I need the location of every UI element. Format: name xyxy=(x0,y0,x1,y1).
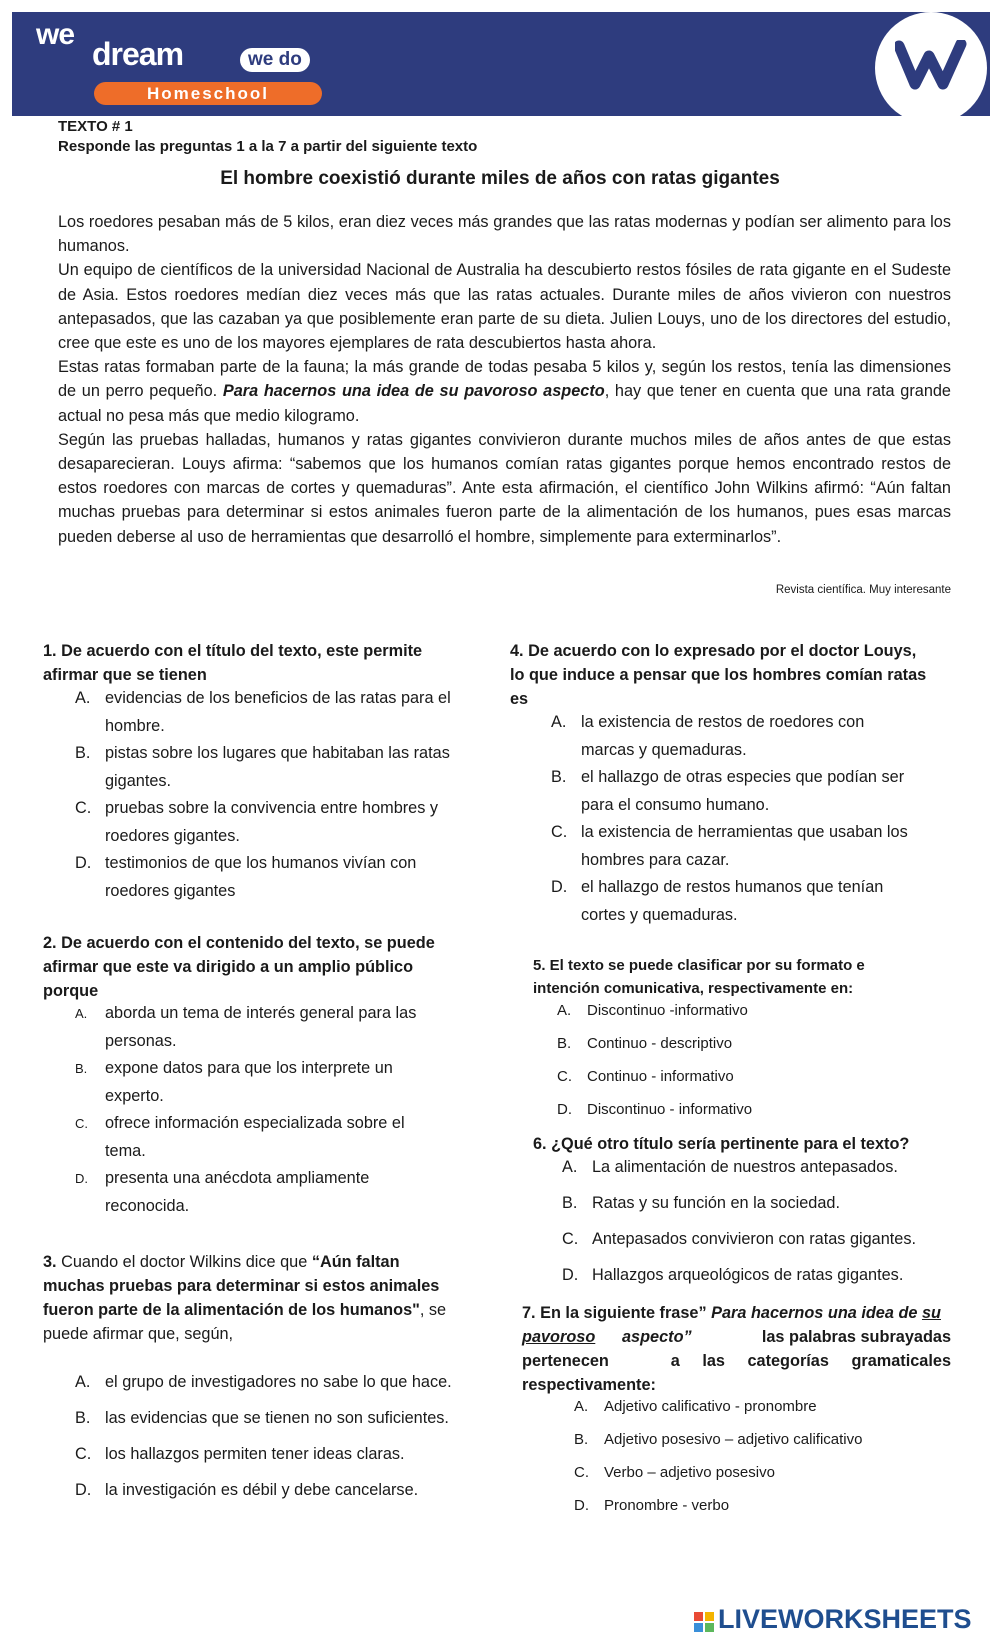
option-text: el grupo de investigadores no sabe lo que hace. xyxy=(105,1373,452,1391)
q7-pertenecen: pertenecen xyxy=(522,1352,609,1370)
paragraph-2: Un equipo de científicos de la universidad Nacional de Australia ha descubierto restos fósiles de rata gigante en el Sudeste de Asia. Estos roedores medían diez veces más que las ratas actuales. Durante miles de años vivieron con nuestros antepasados, que las cazaban ya que posiblemente eran parte de su dieta. Julien Louys, uno de los directores del estudio, cree que este es uno de los mayores ejemplares de rata descubiertos hasta ahora. xyxy=(58,261,951,353)
q7-option-c[interactable] xyxy=(574,1462,974,1484)
option-text: Ratas y su función en la sociedad. xyxy=(592,1194,840,1212)
reading-title: El hombre coexistió durante miles de años con ratas gigantes xyxy=(220,168,780,189)
option-text: Discontinuo - informativo xyxy=(587,1101,753,1118)
option-text: Adjetivo calificativo - pronombre xyxy=(604,1398,817,1415)
option-text: la investigación es débil y debe cancelarse. xyxy=(105,1481,419,1499)
q7-categorias: a las categorías gramaticales xyxy=(670,1352,951,1370)
paragraph-3-end: , hay que tener en cuenta que una rata grande actual no pesa más que medio kilogramo. xyxy=(58,382,951,425)
option-text: ofrece información especializada sobre el xyxy=(105,1114,405,1132)
option-text: Discontinuo -informativo xyxy=(587,1002,748,1019)
q2-option-b[interactable] xyxy=(75,1055,495,1111)
q1-option-a[interactable] xyxy=(75,685,495,741)
option-letter: B. xyxy=(75,1061,88,1076)
logo-homeschool-badge: Homeschool xyxy=(94,82,322,105)
q2-option-d[interactable] xyxy=(75,1165,495,1221)
option-text: la existencia de restos de roedores con xyxy=(581,713,865,731)
q3-quote-start: “Aún faltan xyxy=(311,1253,400,1271)
q7-title-line3 xyxy=(522,1349,951,1373)
logo-dream-text: dream xyxy=(92,36,184,72)
q7-option-d[interactable] xyxy=(574,1495,974,1517)
source-citation: Revista científica. Muy interesante xyxy=(775,584,951,596)
q1-option-b[interactable] xyxy=(75,740,495,796)
q2-title-line2: afirmar que este va dirigido a un amplio público xyxy=(43,958,414,976)
paragraph-3-emphasis: Para hacernos una idea de su pavoroso aspecto xyxy=(222,382,605,401)
q3-option-c[interactable] xyxy=(75,1441,495,1469)
q1-option-c[interactable] xyxy=(75,795,495,851)
option-letter: B. xyxy=(75,1409,91,1427)
option-text-cont: hombre. xyxy=(105,716,165,735)
option-text: la existencia de herramientas que usaban los xyxy=(581,823,908,841)
q3-comma: , se xyxy=(419,1301,447,1319)
option-letter: A. xyxy=(551,713,567,731)
option-letter: A. xyxy=(75,1373,91,1391)
q7-phrase-end: aspecto” xyxy=(622,1328,692,1346)
q2-option-a[interactable] xyxy=(75,1000,495,1056)
q7-option-a[interactable] xyxy=(574,1396,974,1418)
option-letter: B. xyxy=(551,768,567,786)
q7-underlined-su: su xyxy=(921,1304,941,1322)
q4-title-line3: es xyxy=(510,690,529,708)
option-letter: D. xyxy=(557,1101,572,1118)
option-text: Adjetivo posesivo – adjetivo calificativo xyxy=(604,1431,863,1448)
option-letter: B. xyxy=(562,1194,578,1212)
logo-square-red xyxy=(694,1612,703,1621)
logo-we-text: we xyxy=(36,18,75,51)
option-text-cont: marcas y quemaduras. xyxy=(581,740,747,759)
option-text-cont: cortes y quemaduras. xyxy=(581,905,738,924)
q5-title-line1: 5. El texto se puede clasificar por su formato e xyxy=(533,957,865,974)
logo-square-blue xyxy=(694,1623,703,1632)
option-letter: A. xyxy=(557,1002,572,1019)
instructions: Responde las preguntas 1 a la 7 a partir del siguiente texto xyxy=(58,138,478,155)
q4-option-a[interactable] xyxy=(551,709,971,765)
w-mark-icon xyxy=(895,40,971,92)
option-text-cont: tema. xyxy=(105,1141,146,1160)
q5-option-b[interactable] xyxy=(557,1033,957,1055)
option-letter: C. xyxy=(75,799,92,817)
q6-option-d[interactable] xyxy=(562,1262,982,1290)
option-letter: A. xyxy=(75,689,91,707)
q6-option-c[interactable] xyxy=(562,1226,982,1254)
q6-option-b[interactable] xyxy=(562,1190,982,1218)
option-letter: A. xyxy=(562,1158,578,1176)
brand-w-logo xyxy=(875,12,987,116)
q4-option-c[interactable] xyxy=(551,819,971,875)
option-text: aborda un tema de interés general para las xyxy=(105,1004,417,1022)
option-text: el hallazgo de restos humanos que tenían xyxy=(581,878,884,896)
option-letter: C. xyxy=(75,1116,88,1131)
option-text: Hallazgos arqueológicos de ratas gigantes. xyxy=(592,1266,904,1284)
q6-option-a[interactable] xyxy=(562,1154,982,1182)
texto-label: TEXTO # 1 xyxy=(58,118,133,135)
option-text-cont: hombres para cazar. xyxy=(581,850,730,869)
q7-intro: 7. En la siguiente frase” xyxy=(522,1304,712,1322)
logo-square-green xyxy=(705,1623,714,1632)
option-letter: C. xyxy=(574,1464,589,1481)
option-text: Verbo – adjetivo posesivo xyxy=(604,1464,775,1481)
option-text: Pronombre - verbo xyxy=(604,1497,730,1514)
liveworksheets-watermark[interactable]: LIVEWORKSHEETS xyxy=(718,1604,972,1634)
q5-option-d[interactable] xyxy=(557,1099,957,1121)
q4-title-line2: lo que induce a pensar que los hombres comían ratas xyxy=(510,666,927,684)
q4-title-line1: 4. De acuerdo con lo expresado por el doctor Louys, xyxy=(510,642,917,660)
option-letter: D. xyxy=(75,854,92,872)
option-text: presenta una anécdota ampliamente xyxy=(105,1169,370,1187)
option-letter: B. xyxy=(75,744,91,762)
q7-title-line4: respectivamente: xyxy=(522,1376,656,1394)
q3-intro: Cuando el doctor Wilkins dice que xyxy=(56,1253,312,1271)
q5-option-a[interactable] xyxy=(557,1000,957,1022)
q2-option-c[interactable] xyxy=(75,1110,495,1166)
option-letter: D. xyxy=(75,1481,92,1499)
option-text: evidencias de los beneficios de las ratas para el xyxy=(105,689,451,707)
option-letter: C. xyxy=(75,1445,92,1463)
q3-quote-end: fueron parte de la alimentación de los humanos" xyxy=(43,1301,420,1319)
option-letter: D. xyxy=(574,1497,589,1514)
option-text: los hallazgos permiten tener ideas claras. xyxy=(105,1445,405,1463)
option-letter: D. xyxy=(551,878,568,896)
q3-option-b[interactable] xyxy=(75,1405,495,1433)
option-letter: C. xyxy=(551,823,568,841)
option-letter: D. xyxy=(562,1266,579,1284)
option-text: el hallazgo de otras especies que podían ser xyxy=(581,768,905,786)
q1-title-line1: 1. De acuerdo con el título del texto, este permite xyxy=(43,642,423,660)
q6-title: 6. ¿Qué otro título sería pertinente para el texto? xyxy=(533,1135,910,1153)
paragraph-3 xyxy=(58,355,951,428)
option-letter: B. xyxy=(574,1431,589,1448)
logo-square-yellow xyxy=(705,1612,714,1621)
option-text-cont: gigantes. xyxy=(105,771,172,790)
q5-option-c[interactable] xyxy=(557,1066,957,1088)
option-text-cont: roedores gigantes xyxy=(105,881,236,900)
option-letter: C. xyxy=(562,1230,579,1248)
paragraph-3-start: Estas ratas formaban parte de la fauna; la más grande de todas pesaba 5 kilos y, según los restos, tenía las dimensiones de un perro pequeño. xyxy=(58,358,951,401)
q7-option-b[interactable] xyxy=(574,1429,974,1451)
option-letter: A. xyxy=(75,1006,88,1021)
q3-title-line4: puede afirmar que, según, xyxy=(43,1325,234,1343)
option-text-cont: para el consumo humano. xyxy=(581,795,770,814)
option-text-cont: roedores gigantes. xyxy=(105,826,240,845)
header-banner xyxy=(12,12,990,116)
reading-body xyxy=(58,210,951,549)
q4-option-b[interactable] xyxy=(551,764,971,820)
q7-title-line1 xyxy=(522,1301,941,1325)
q1-option-d[interactable] xyxy=(75,850,495,906)
logo-wedo-badge: we do xyxy=(240,48,310,72)
q4-option-d[interactable] xyxy=(551,874,971,930)
q2-title-line1: 2. De acuerdo con el contenido del texto, se puede xyxy=(43,934,435,952)
option-letter: B. xyxy=(557,1035,572,1052)
q1-title-line2: afirmar que se tienen xyxy=(43,666,207,684)
q5-title-line2: intención comunicativa, respectivamente en: xyxy=(533,980,854,997)
option-text: testimonios de que los humanos vivían con xyxy=(105,854,417,872)
option-text-cont: personas. xyxy=(105,1031,177,1050)
q7-phrase: Para hacernos una idea de xyxy=(711,1304,922,1322)
option-letter: C. xyxy=(557,1068,572,1085)
q3-number: 3. xyxy=(43,1253,57,1271)
option-text: La alimentación de nuestros antepasados. xyxy=(592,1158,898,1176)
q7-title-line2 xyxy=(522,1325,951,1349)
paragraph-4: Según las pruebas halladas, humanos y ratas gigantes convivieron durante muchos miles de años antes de que estas desaparecieran. Louys afirma: “sabemos que los humanos comían ratas gigantes porque hemos encontrado restos de estos roedores con marcas de cortes y quemaduras”. Ante esta afirmación, el científico John Wilkins afirmó: “Aún faltan muchas pruebas para determinar si estos animales fueron parte de la alimentación de los humanos, pues esas marcas pueden deberse al uso de herramientas que desarrolló el hombre, simplemente para exterminarlos”. xyxy=(58,430,951,546)
q7-underlined-words-text: las palabras subrayadas xyxy=(761,1328,951,1346)
q7-underlined-pavoroso: pavoroso xyxy=(522,1328,596,1346)
q2-title-line3: porque xyxy=(43,982,99,1000)
option-text: Antepasados convivieron con ratas gigantes. xyxy=(592,1230,917,1248)
q3-title-line3 xyxy=(43,1298,446,1322)
q3-title-line2: muchas pruebas para determinar si estos animales xyxy=(43,1277,440,1295)
q3-option-d[interactable] xyxy=(75,1477,495,1505)
option-letter: D. xyxy=(75,1171,88,1186)
paragraph-1: Los roedores pesaban más de 5 kilos, eran diez veces más grandes que las ratas modernas y podían ser alimento para los humanos. xyxy=(58,213,951,256)
q3-title-line1 xyxy=(43,1250,400,1274)
option-letter: A. xyxy=(574,1398,589,1415)
option-text: las evidencias que se tienen no son suficientes. xyxy=(105,1409,449,1427)
option-text-cont: reconocida. xyxy=(105,1196,190,1215)
q3-option-a[interactable] xyxy=(75,1369,495,1397)
option-text-cont: experto. xyxy=(105,1086,164,1105)
option-text: expone datos para que los interprete un xyxy=(105,1059,393,1077)
option-text: pistas sobre los lugares que habitaban las ratas xyxy=(105,744,450,762)
option-text: pruebas sobre la convivencia entre hombres y xyxy=(105,799,439,817)
option-text: Continuo - informativo xyxy=(587,1068,734,1085)
option-text: Continuo - descriptivo xyxy=(587,1035,733,1052)
